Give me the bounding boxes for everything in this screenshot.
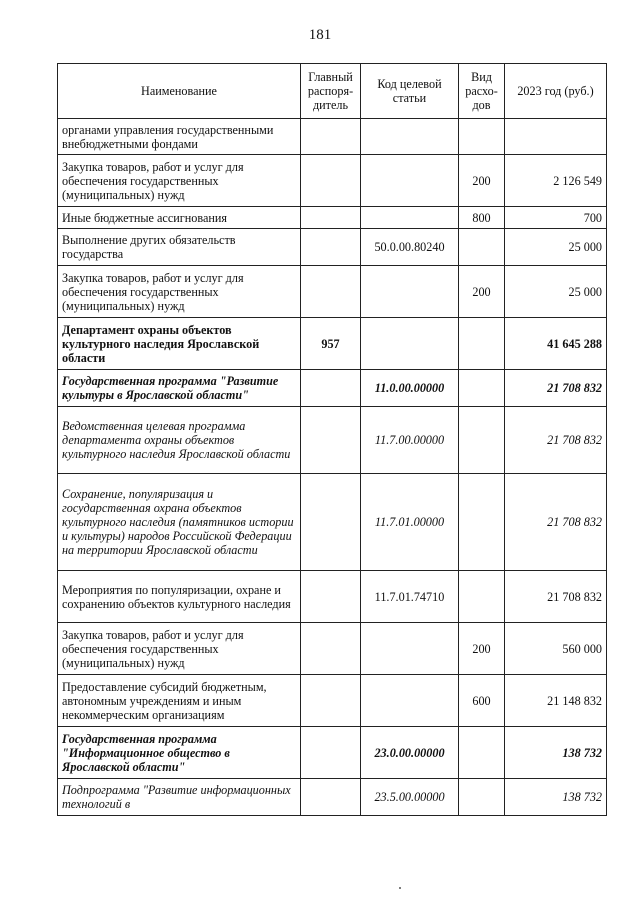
header-expense-kind: Вид расхо-дов: [459, 64, 505, 119]
row-sum-cell: 41 645 288: [505, 318, 607, 370]
row-target-code-cell: [361, 207, 459, 229]
row-target-code-cell: 23.5.00.00000: [361, 779, 459, 816]
row-sum-cell: 21 708 832: [505, 407, 607, 474]
row-target-code-cell: 11.7.00.00000: [361, 407, 459, 474]
row-name-cell: Закупка товаров, работ и услуг для обеспечения государственных (муниципальных) нужд: [58, 266, 301, 318]
row-name-cell: Сохранение, популяризация и государственная охрана объектов культурного наследия (памятников истории и культуры) народов Российской Федерации на территории Ярославской области: [58, 474, 301, 571]
row-expense-kind-cell: 800: [459, 207, 505, 229]
row-target-code-cell: 23.0.00.00000: [361, 727, 459, 779]
table-row: [58, 155, 607, 207]
table-body: [58, 119, 607, 816]
row-target-code-cell: 50.0.00.80240: [361, 229, 459, 266]
header-main-manager: Главный распоря-дитель: [301, 64, 361, 119]
row-name-cell: Закупка товаров, работ и услуг для обеспечения государственных (муниципальных) нужд: [58, 155, 301, 207]
header-target-code: Код целевой статьи: [361, 64, 459, 119]
row-expense-kind-cell: [459, 779, 505, 816]
table-row: [58, 119, 607, 155]
row-target-code-cell: 11.0.00.00000: [361, 370, 459, 407]
row-expense-kind-cell: 200: [459, 155, 505, 207]
row-sum-cell: 21 708 832: [505, 571, 607, 623]
table-row: [58, 318, 607, 370]
row-main-manager-cell: [301, 675, 361, 727]
row-expense-kind-cell: 600: [459, 675, 505, 727]
row-target-code-cell: [361, 155, 459, 207]
header-name: Наименование: [58, 64, 301, 119]
table-row: [58, 779, 607, 816]
table-row: [58, 207, 607, 229]
row-sum-cell: 25 000: [505, 229, 607, 266]
row-expense-kind-cell: [459, 474, 505, 571]
row-expense-kind-cell: [459, 407, 505, 474]
table-row: [58, 571, 607, 623]
row-sum-cell: 21 708 832: [505, 370, 607, 407]
row-target-code-cell: [361, 623, 459, 675]
scan-speck: [399, 887, 401, 889]
header-sum-2023: 2023 год (руб.): [505, 64, 607, 119]
row-sum-cell: 21 708 832: [505, 474, 607, 571]
table-row: [58, 474, 607, 571]
row-expense-kind-cell: [459, 229, 505, 266]
row-name-cell: Департамент охраны объектов культурного наследия Ярославской области: [58, 318, 301, 370]
row-sum-cell: 138 732: [505, 779, 607, 816]
row-main-manager-cell: [301, 779, 361, 816]
table-row: [58, 623, 607, 675]
table-row: [58, 727, 607, 779]
row-target-code-cell: [361, 266, 459, 318]
row-sum-cell: 560 000: [505, 623, 607, 675]
table-row: [58, 266, 607, 318]
row-sum-cell: 21 148 832: [505, 675, 607, 727]
row-expense-kind-cell: 200: [459, 623, 505, 675]
row-main-manager-cell: [301, 407, 361, 474]
row-main-manager-cell: [301, 571, 361, 623]
row-name-cell: Государственная программа "Информационное общество в Ярославской области": [58, 727, 301, 779]
row-sum-cell: 25 000: [505, 266, 607, 318]
row-sum-cell: 700: [505, 207, 607, 229]
row-name-cell: Государственная программа "Развитие культуры в Ярославской области": [58, 370, 301, 407]
row-name-cell: органами управления государственными внебюджетными фондами: [58, 119, 301, 155]
row-main-manager-cell: [301, 207, 361, 229]
row-sum-cell: 2 126 549: [505, 155, 607, 207]
row-main-manager-cell: [301, 155, 361, 207]
row-name-cell: Подпрограмма "Развитие информационных технологий в: [58, 779, 301, 816]
row-expense-kind-cell: [459, 571, 505, 623]
row-name-cell: Иные бюджетные ассигнования: [58, 207, 301, 229]
table-header-row: [58, 64, 607, 119]
table-row: [58, 675, 607, 727]
row-name-cell: Выполнение других обязательств государства: [58, 229, 301, 266]
row-name-cell: Мероприятия по популяризации, охране и сохранению объектов культурного наследия: [58, 571, 301, 623]
row-target-code-cell: 11.7.01.00000: [361, 474, 459, 571]
row-main-manager-cell: [301, 727, 361, 779]
row-sum-cell: [505, 119, 607, 155]
row-expense-kind-cell: [459, 318, 505, 370]
row-main-manager-cell: [301, 623, 361, 675]
row-target-code-cell: [361, 675, 459, 727]
row-main-manager-cell: [301, 370, 361, 407]
row-expense-kind-cell: 200: [459, 266, 505, 318]
row-main-manager-cell: [301, 266, 361, 318]
row-target-code-cell: [361, 119, 459, 155]
budget-table: [57, 63, 607, 816]
row-name-cell: Ведомственная целевая программа департамента охраны объектов культурного наследия Ярославской области: [58, 407, 301, 474]
page-number: 181: [308, 27, 332, 43]
row-expense-kind-cell: [459, 119, 505, 155]
row-expense-kind-cell: [459, 370, 505, 407]
table-row: [58, 370, 607, 407]
row-main-manager-cell: [301, 119, 361, 155]
row-target-code-cell: 11.7.01.74710: [361, 571, 459, 623]
row-expense-kind-cell: [459, 727, 505, 779]
row-main-manager-cell: [301, 229, 361, 266]
table-row: [58, 407, 607, 474]
row-main-manager-cell: 957: [301, 318, 361, 370]
row-name-cell: Закупка товаров, работ и услуг для обеспечения государственных (муниципальных) нужд: [58, 623, 301, 675]
table-row: [58, 229, 607, 266]
row-main-manager-cell: [301, 474, 361, 571]
row-name-cell: Предоставление субсидий бюджетным, автономным учреждениям и иным некоммерческим организациям: [58, 675, 301, 727]
row-sum-cell: 138 732: [505, 727, 607, 779]
row-target-code-cell: [361, 318, 459, 370]
